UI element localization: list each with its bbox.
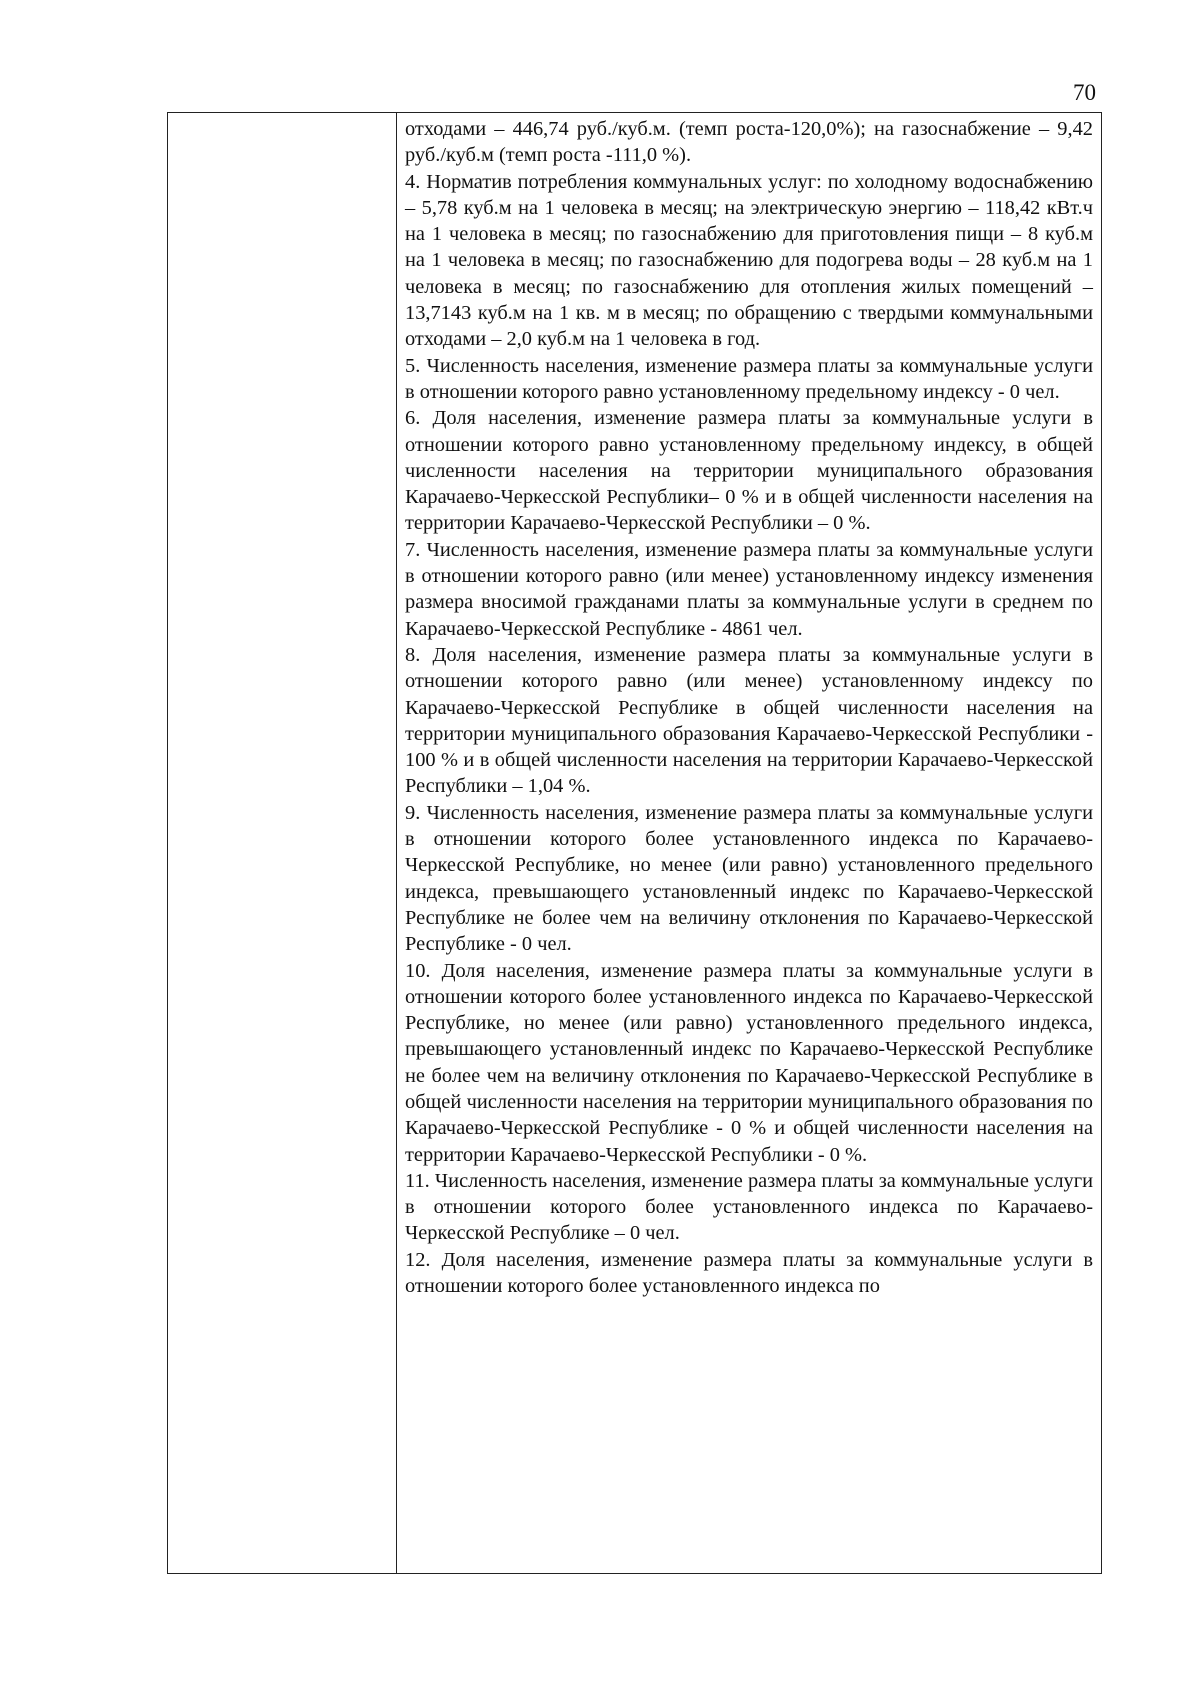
paragraph-item-10: 10. Доля населения, изменение размера платы за коммунальные услуги в отношении которого более установленного индекса по Карачаево-Черкесской Республике, но менее (или равно) установленного предельного индекса, превышающего установленный индекс по Карачаево-Черкесской Республике не более чем на величину отклонения по Карачаево-Черкесской Республике в общей численности населения на территории муниципального образования по Карачаево-Черкесской Республике - 0 % и общей численности населения на территории Карачаево-Черкесской Республики - 0 %.: [405, 959, 1093, 1166]
paragraph-item-12: 12. Доля населения, изменение размера платы за коммунальные услуги в отношении которого более установленного индекса по: [405, 1248, 1093, 1298]
paragraph-item-4: 4. Норматив потребления коммунальных услуг: по холодному водоснабжению – 5,78 куб.м на 1 человека в месяц; на электрическую энергию – 118,42 кВт.ч на 1 человека в месяц; по газоснабжению для приготовления пищи – 8 куб.м на 1 человека в месяц; по газоснабжению для подогрева воды – 28 куб.м на 1 человека в месяц; по газоснабжению для отопления жилых помещений – 13,7143 куб.м на 1 кв. м в месяц; по обращению с твердыми коммунальными отходами – 2,0 куб.м на 1 человека в год.: [405, 170, 1093, 351]
paragraph-item-11: 11. Численность населения, изменение размера платы за коммунальные услуги в отношении которого более установленного индекса по Карачаево-Черкесской Республике – 0 чел.: [405, 1169, 1093, 1245]
cell-text: [397, 113, 1101, 1299]
paragraph-item-7: 7. Численность населения, изменение размера платы за коммунальные услуги в отношении которого равно (или менее) установленному индексу изменения размера вносимой гражданами платы за коммунальные услуги в среднем по Карачаево-Черкесской Республике - 4861 чел.: [405, 538, 1093, 640]
paragraph-item-9: 9. Численность населения, изменение размера платы за коммунальные услуги в отношении которого более установленного индекса по Карачаево-Черкесской Республике, но менее (или равно) установленного предельного индекса, превышающего установленный индекс по Карачаево-Черкесской Республике не более чем на величину отклонения по Карачаево-Черкесской Республике - 0 чел.: [405, 801, 1093, 956]
paragraph-item-5: 5. Численность населения, изменение размера платы за коммунальные услуги в отношении которого равно установленному предельному индексу - 0 чел.: [405, 354, 1093, 403]
paragraph-tariff-continuation: отходами – 446,74 руб./куб.м. (темп роста-120,0%); на газоснабжение – 9,42 руб./куб.м (темп роста -111,0 %).: [405, 118, 1093, 167]
table-cell-right: [397, 113, 1102, 1574]
paragraph-item-8: 8. Доля населения, изменение размера платы за коммунальные услуги в отношении которого равно (или менее) установленному индексу по Карачаево-Черкесской Республике в общей численности населения на территории муниципального образования Карачаево-Черкесской Республики - 100 % и в общей численности населения на территории Карачаево-Черкесской Республики – 1,04 %.: [405, 643, 1093, 798]
document-table: [167, 112, 1102, 1574]
table-cell-left: [168, 113, 397, 1574]
paragraph-item-6: 6. Доля населения, изменение размера платы за коммунальные услуги в отношении которого равно установленному предельному индексу, в общей численности населения на территории муниципального образования Карачаево-Черкесской Республики– 0 % и в общей численности населения на территории Карачаево-Черкесской Республики – 0 %.: [405, 407, 1093, 535]
page-number: 70: [1073, 80, 1096, 105]
table-row: [168, 113, 1102, 1574]
